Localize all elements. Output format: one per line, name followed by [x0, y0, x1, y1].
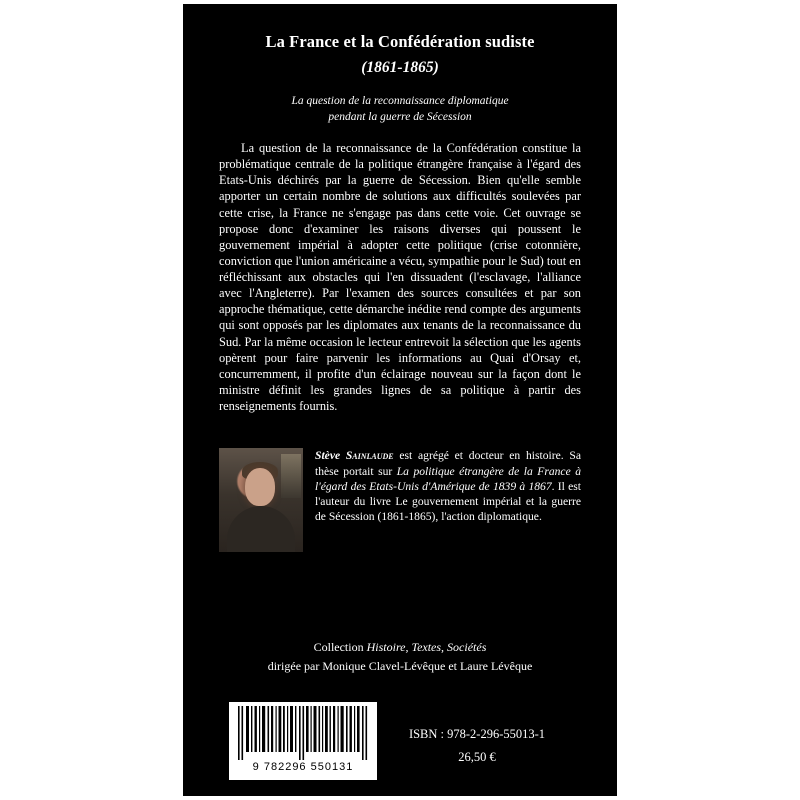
author-photo [219, 448, 303, 552]
author-last-name: Sainlaude [345, 449, 394, 463]
barcode-bars-icon [234, 706, 372, 760]
subtitle-line-1: La question de la reconnaissance diplomatique [291, 94, 509, 107]
barcode [229, 702, 377, 780]
author-bio-part-2: . Il est l'auteur du livre [315, 479, 582, 509]
isbn-text: ISBN : 978-2-296-55013-1 [408, 726, 546, 741]
subtitle-line-2: pendant la guerre de Sécession [328, 111, 472, 124]
collection-line [183, 638, 617, 657]
author-block [219, 448, 581, 552]
title-years: (1861-1865) [361, 58, 439, 76]
collection-name: Histoire, Textes, Sociétés [366, 639, 487, 654]
book-back-cover [183, 4, 617, 796]
photo-body [227, 506, 295, 552]
subtitle [223, 93, 577, 126]
author-book-title: Le gouvernement impérial et la guerre de Sécession (1861-1865), l'action diplomatique [315, 495, 582, 524]
author-thesis-title: La politique étrangère de la France à l'égard des Etats-Unis d'Amérique de 1839 à 1867 [315, 464, 582, 493]
photo-face [245, 468, 275, 506]
isbn-block [377, 723, 577, 771]
back-cover-blurb: La question de la reconnaissance de la Confédération constitue la problématique centrale de la politique étrangère française à l'égard des Etats-Unis déchirés par la guerre de Sécession. Bien qu'elle semble apporter un certain nombre de solutions aux difficultés soulevées par cette crise, la France ne s'engage pas dans cette voie. Cet ouvrage se propose donc d'examiner les raisons diverses qui poussent le gouvernement impérial à adopter cette politique (crise cotonnière, conviction que l'union américaine a vécu, sympathie pour le Sud) tout en réfléchissant aux obstacles qui l'en dissuadent (l'esclavage, l'alliance avec l'Angleterre). Par l'examen des sources consultées et par son approche thématique, cette démarche inédite rend compte des arguments qui sont opposés par les diplomates aux tenants de la reconnaissance du Sud. Par la même occasion le lecteur entrevoit la sélection que les agents opèrent pour faire parvenir les informations au Quai d'Orsay et, concurremment, il profite d'un éclairage nouveau sur la façon dont le ministre définit les grandes lignes de sa politique à partir des renseignements fournis. [219, 141, 581, 414]
title-block [183, 4, 617, 126]
barcode-digits: 9 782296 550131 [252, 761, 354, 773]
author-bio-part-1: est agrégé et docteur en histoire. Sa thèse portait sur [315, 449, 581, 478]
photo-window [281, 454, 301, 498]
collection-block [183, 638, 617, 676]
author-first-name: Stève [315, 449, 341, 463]
bottom-row [183, 690, 617, 786]
author-bio [315, 448, 581, 524]
author-bio-part-3: . [538, 510, 542, 524]
price-text: 26,50 € [458, 750, 496, 765]
page-title: La France et la Confédération sudiste [265, 32, 535, 51]
collection-prefix: Collection [313, 639, 367, 654]
collection-directors: dirigée par Monique Clavel-Lévêque et Laure Lévêque [267, 658, 533, 673]
